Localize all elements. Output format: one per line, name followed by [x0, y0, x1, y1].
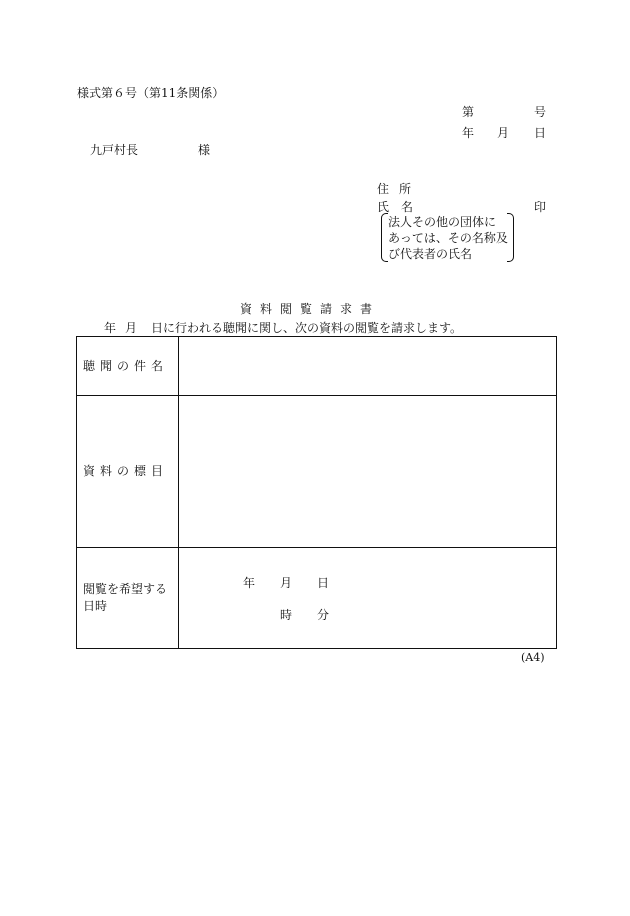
- datetime-day: 日: [317, 576, 330, 590]
- date-day: 日: [534, 126, 547, 140]
- honorific: 様: [198, 143, 211, 157]
- datetime-hour: 時: [280, 608, 293, 622]
- datetime-year: 年: [243, 576, 256, 590]
- intro-text: 日に行われる聴聞に関し、次の資料の閲覧を請求します。: [151, 321, 463, 335]
- applicant-note-line: 法人その他の団体に: [388, 215, 497, 229]
- table-row: [77, 396, 557, 548]
- date-year: 年: [462, 126, 475, 140]
- date-month: 月: [497, 126, 510, 140]
- desired-datetime-label-line1: 閲覧を希望する: [83, 582, 168, 596]
- form-number: 様式第６号（第11条関係）: [77, 86, 225, 100]
- name-label: 氏名: [377, 200, 426, 214]
- document-items-field[interactable]: [179, 396, 557, 548]
- applicant-note: [388, 214, 512, 262]
- document-items-label-text: 資料の標目: [83, 464, 169, 478]
- seal-mark: 印: [534, 200, 547, 214]
- recipient: 九戸村長: [90, 143, 139, 157]
- hearing-subject-field[interactable]: [179, 337, 557, 396]
- document-number-suffix: 号: [534, 105, 547, 119]
- request-table: [76, 336, 557, 649]
- address-label: 住所: [377, 182, 422, 196]
- document-items-label: [77, 396, 179, 548]
- table-row: [77, 548, 557, 649]
- datetime-minute: 分: [317, 608, 330, 622]
- hearing-subject-label-text: 聴聞の件名: [83, 358, 169, 373]
- desired-datetime-label-line2: 日時: [83, 599, 108, 613]
- applicant-note-line: あっては、その名称及: [388, 231, 508, 245]
- intro-month: 月: [125, 321, 138, 335]
- applicant-note-line: び代表者の氏名: [388, 247, 473, 261]
- document-number-prefix: 第: [462, 105, 475, 119]
- desired-datetime-field[interactable]: [179, 548, 557, 649]
- desired-datetime-label: [77, 548, 179, 649]
- intro-year: 年: [104, 321, 117, 335]
- hearing-subject-label: [77, 337, 179, 396]
- document-title: 資料閲覧請求書: [240, 302, 381, 316]
- datetime-month: 月: [280, 576, 293, 590]
- table-row: [77, 337, 557, 396]
- paper-size: (A4): [521, 651, 545, 664]
